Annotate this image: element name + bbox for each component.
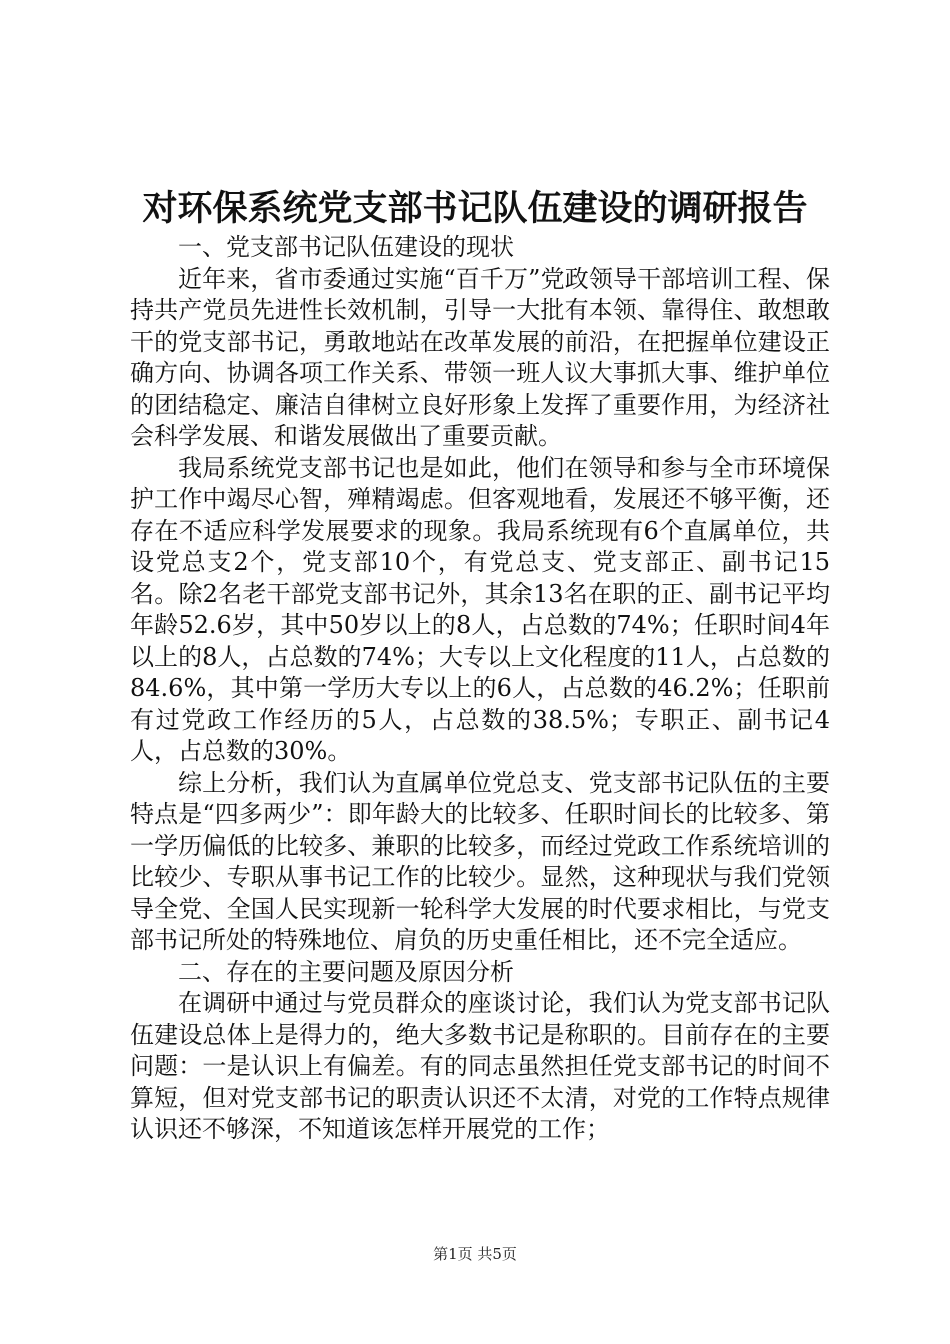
page-number-footer: 第1页 共5页	[433, 1245, 517, 1263]
paragraph: 综上分析，我们认为直属单位党总支、党支部书记队伍的主要特点是“四多两少”：即年龄大的比较多、任职时间长的比较多、第一学历偏低的比较多、兼职的比较多，而经过党政工作系统培训的比较少、专职从事书记工作的比较少。显然，这种现状与我们党领导全党、全国人民实现新一轮科学大发展的时代要求相比，与党支部书记所处的特殊地位、肩负的历史重任相比，还不完全适应。	[130, 768, 830, 954]
document-title: 对环保系统党支部书记队伍建设的调研报告	[142, 188, 808, 229]
paragraph: 在调研中通过与党员群众的座谈讨论，我们认为党支部书记队伍建设总体上是得力的，绝大多数书记是称职的。目前存在的主要问题：一是认识上有偏差。有的同志虽然担任党支部书记的时间不算短，但对党支部书记的职责认识还不太清，对党的工作特点规律认识还不够深，不知道该怎样开展党的工作；	[130, 989, 830, 1143]
paragraph: 我局系统党支部书记也是如此，他们在领导和参与全市环境保护工作中竭尽心智，殚精竭虑。但客观地看，发展还不够平衡，还存在不适应科学发展要求的现象。我局系统现有6个直属单位，共设党总支2个，党支部10个，有党总支、党支部正、副书记15名。除2名老干部党支部书记外，其余13名在职的正、副书记平均年龄52.6岁，其中50岁以上的8人，占总数的74%；任职时间4年以上的8人，占总数的74%；大专以上文化程度的11人，占总数的84.6%，其中第一学历大专以上的6人，占总数的46.2%；任职前有过党政工作经历的5人，占总数的38.5%；专职正、副书记4人，占总数的30%。	[130, 453, 830, 765]
section-heading: 二、存在的主要问题及原因分析	[178, 957, 514, 986]
section-heading: 一、党支部书记队伍建设的现状	[178, 233, 514, 261]
document-body	[130, 232, 830, 1146]
paragraph: 近年来，省市委通过实施“百千万”党政领导干部培训工程、保持共产党员先进性长效机制，引导一大批有本领、靠得住、敢想敢干的党支部书记，勇敢地站在改革发展的前沿，在把握单位建设正确方向、协调各项工作关系、带领一班人议大事抓大事、维护单位的团结稳定、廉洁自律树立良好形象上发挥了重要作用，为经济社会科学发展、和谐发展做出了重要贡献。	[130, 264, 830, 450]
